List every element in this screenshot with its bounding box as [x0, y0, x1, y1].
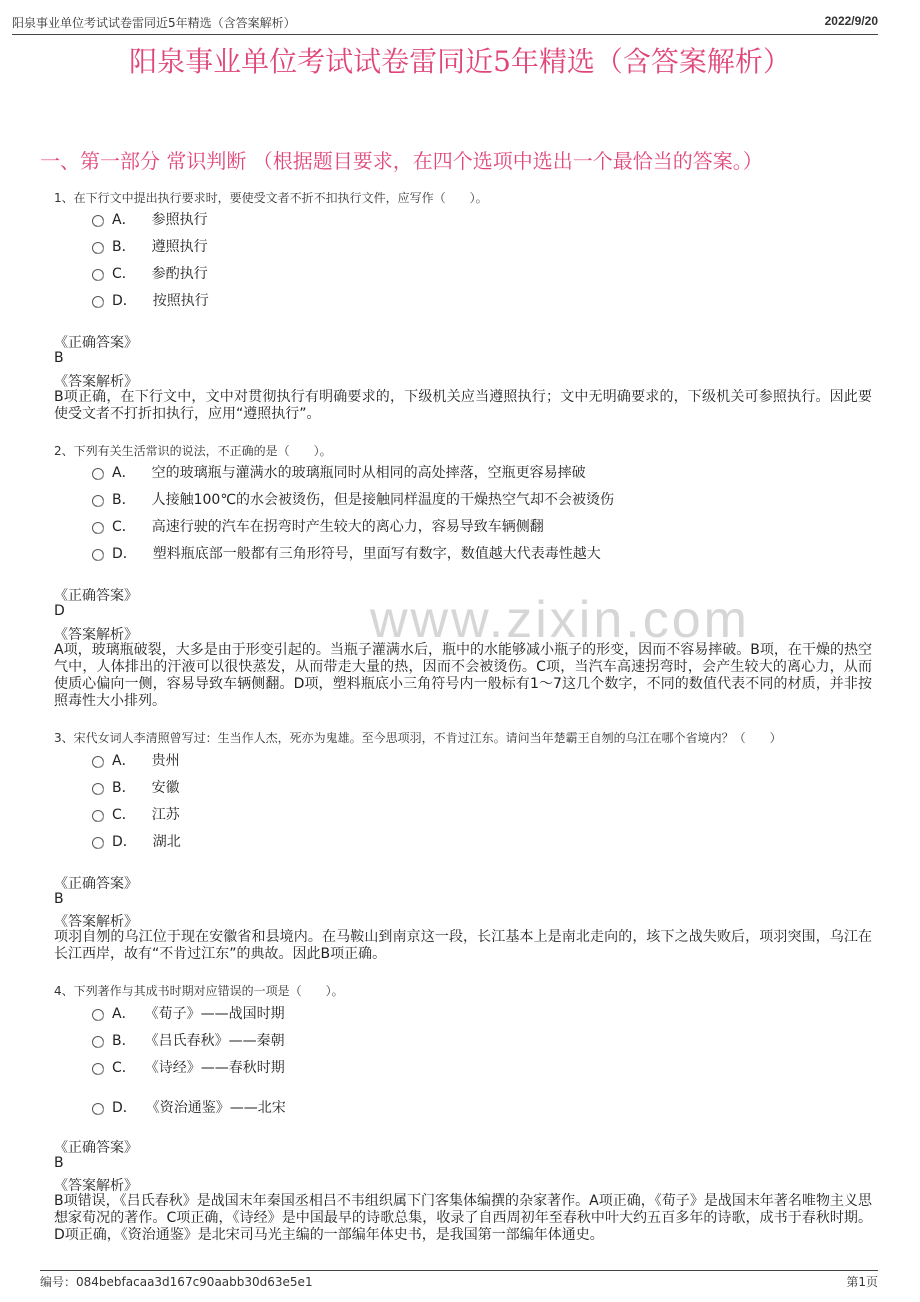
radio-icon[interactable]	[92, 215, 104, 227]
header-doc-title: 阳泉事业单位考试试卷雷同近5年精选（含答案解析）	[12, 16, 296, 30]
explanation-text: A项，玻璃瓶破裂，大多是由于形变引起的。当瓶子灌满水后，瓶中的水能够减小瓶子的形变，因而不容易摔破。B项，在干燥的热空气中，人体排出的汗液可以很快蒸发，从而带走大量的热，因而不会被烫伤。C项，当汽车高速拐弯时，会产生较大的离心力，从而使质心偏向一侧，容易导致车辆侧翻。D项，塑料瓶底小三角符号内一般标有1～7这几个数字，不同的数值代表不同的材质，并非按照毒性大小排列。	[54, 642, 872, 709]
option-text: 参酌执行	[151, 266, 208, 282]
explanation-text: B项正确，在下行文中，文中对贯彻执行有明确要求的，下级机关应当遵照执行；文中无明确要求的，下级机关可参照执行。因此要使受文者不打折扣执行，应用“遵照执行”。	[54, 389, 872, 422]
option-text: 《诗经》——春秋时期	[151, 1060, 285, 1076]
explanation-text: B项错误，《吕氏春秋》是战国末年秦国丞相吕不韦组织属下门客集体编撰的杂家著作。A项正确，《荀子》是战国末年著名唯物主义思想家荀况的著作。C项正确，《诗经》是中国最早的诗歌总集，收录了自西周初年至春秋中叶大约五百多年的诗歌，成书于春秋时期。D项正确，《资治通鉴》是北宋司马光主编的一部编年体史书，是我国第一部编年体通史。	[54, 1193, 872, 1243]
option-b[interactable]: B． 《吕氏春秋》——秦朝	[92, 1030, 285, 1050]
radio-icon[interactable]	[92, 1103, 104, 1115]
option-text: 贵州	[151, 753, 180, 769]
option-b[interactable]: B． 人接触100℃的水会被烫伤，但是接触同样温度的干燥热空气却不会被烫伤	[92, 489, 614, 509]
radio-icon[interactable]	[92, 1009, 104, 1021]
question-text: 1、在下行文中提出执行要求时，要使受文者不折不扣执行文件，应写作（ ）。	[54, 191, 488, 205]
radio-icon[interactable]	[92, 242, 104, 254]
option-a[interactable]: A． 空的玻璃瓶与灌满水的玻璃瓶同时从相同的高处摔落，空瓶更容易摔破	[92, 462, 586, 482]
option-text: 安徽	[151, 780, 180, 796]
option-d[interactable]: D． 塑料瓶底部一般都有三角形符号，里面写有数字，数值越大代表毒性越大	[92, 543, 601, 563]
option-b[interactable]: B． 安徽	[92, 777, 180, 797]
option-a[interactable]: A． 贵州	[92, 750, 180, 770]
radio-icon[interactable]	[92, 269, 104, 281]
radio-icon[interactable]	[92, 468, 104, 480]
option-text: 塑料瓶底部一般都有三角形符号，里面写有数字，数值越大代表毒性越大	[152, 546, 601, 562]
option-d[interactable]: D． 按照执行	[92, 290, 209, 310]
answer-label: 《正确答案》	[54, 1140, 138, 1156]
watermark: www.zixin.com	[370, 591, 750, 649]
option-b[interactable]: B． 遵照执行	[92, 236, 208, 256]
option-a[interactable]: A． 参照执行	[92, 209, 208, 229]
radio-icon[interactable]	[92, 1063, 104, 1075]
option-text: 湖北	[152, 834, 181, 850]
radio-icon[interactable]	[92, 756, 104, 768]
question-text: 3、宋代女词人李清照曾写过：生当作人杰，死亦为鬼雄。至今思项羽，不肯过江东。请问当年楚霸王自刎的乌江在哪个省境内？（ ）	[54, 731, 782, 745]
answer-label: 《正确答案》	[54, 876, 138, 892]
explanation-label: 《答案解析》	[54, 1178, 138, 1194]
page-number: 第1页	[846, 1275, 878, 1289]
explanation-text: 项羽自刎的乌江位于现在安徽省和县境内。在马鞍山到南京这一段，长江基本上是南北走向的，垓下之战失败后，项羽突围，乌江在长江西岸，故有“不肯过江东”的典故。因此B项正确。	[54, 929, 872, 962]
option-c[interactable]: C． 江苏	[92, 804, 180, 824]
option-text: 《资治通鉴》——北宋	[152, 1100, 286, 1116]
code-value: 084bebfacaa3d167c90aabb30d63e5e1	[76, 1275, 313, 1289]
answer-value: B	[54, 1155, 64, 1171]
explanation-label: 《答案解析》	[54, 914, 138, 930]
page-footer	[40, 1270, 878, 1293]
option-c[interactable]: C． 《诗经》——春秋时期	[92, 1057, 285, 1077]
answer-label: 《正确答案》	[54, 335, 138, 351]
answer-value: B	[54, 350, 64, 366]
question-text: 2、下列有关生活常识的说法，不正确的是（ ）。	[54, 444, 332, 458]
answer-label: 《正确答案》	[54, 588, 138, 604]
option-text: 空的玻璃瓶与灌满水的玻璃瓶同时从相同的高处摔落，空瓶更容易摔破	[151, 465, 586, 481]
explanation-label: 《答案解析》	[54, 627, 138, 643]
section-title: 一、第一部分 常识判断 （根据题目要求，在四个选项中选出一个最恰当的答案。）	[40, 149, 763, 173]
document-code: 编号：084bebfacaa3d167c90aabb30d63e5e1	[40, 1275, 313, 1289]
radio-icon[interactable]	[92, 1036, 104, 1048]
radio-icon[interactable]	[92, 495, 104, 507]
radio-icon[interactable]	[92, 522, 104, 534]
option-d[interactable]: D． 湖北	[92, 831, 181, 851]
option-c[interactable]: C． 参酌执行	[92, 263, 208, 283]
page-header	[12, 14, 878, 35]
explanation-label: 《答案解析》	[54, 374, 138, 390]
answer-value: B	[54, 891, 64, 907]
radio-icon[interactable]	[92, 296, 104, 308]
option-a[interactable]: A． 《荀子》——战国时期	[92, 1003, 285, 1023]
option-text: 人接触100℃的水会被烫伤，但是接触同样温度的干燥热空气却不会被烫伤	[151, 492, 615, 508]
question-text: 4、下列著作与其成书时期对应错误的一项是（ ）。	[54, 984, 344, 998]
radio-icon[interactable]	[92, 549, 104, 561]
answer-value: D	[54, 603, 65, 619]
option-text: 按照执行	[152, 293, 209, 309]
document-title: 阳泉事业单位考试试卷雷同近5年精选（含答案解析）	[129, 45, 791, 78]
option-text: 《吕氏春秋》——秦朝	[151, 1033, 285, 1049]
option-c[interactable]: C． 高速行驶的汽车在拐弯时产生较大的离心力，容易导致车辆侧翻	[92, 516, 544, 536]
option-d[interactable]: D． 《资治通鉴》——北宋	[92, 1097, 286, 1117]
option-text: 遵照执行	[151, 239, 208, 255]
header-date: 2022/9/20	[824, 14, 878, 28]
option-text: 参照执行	[151, 212, 208, 228]
radio-icon[interactable]	[92, 783, 104, 795]
radio-icon[interactable]	[92, 837, 104, 849]
option-text: 《荀子》——战国时期	[151, 1006, 285, 1022]
option-text: 江苏	[151, 807, 180, 823]
option-text: 高速行驶的汽车在拐弯时产生较大的离心力，容易导致车辆侧翻	[151, 519, 544, 535]
radio-icon[interactable]	[92, 810, 104, 822]
